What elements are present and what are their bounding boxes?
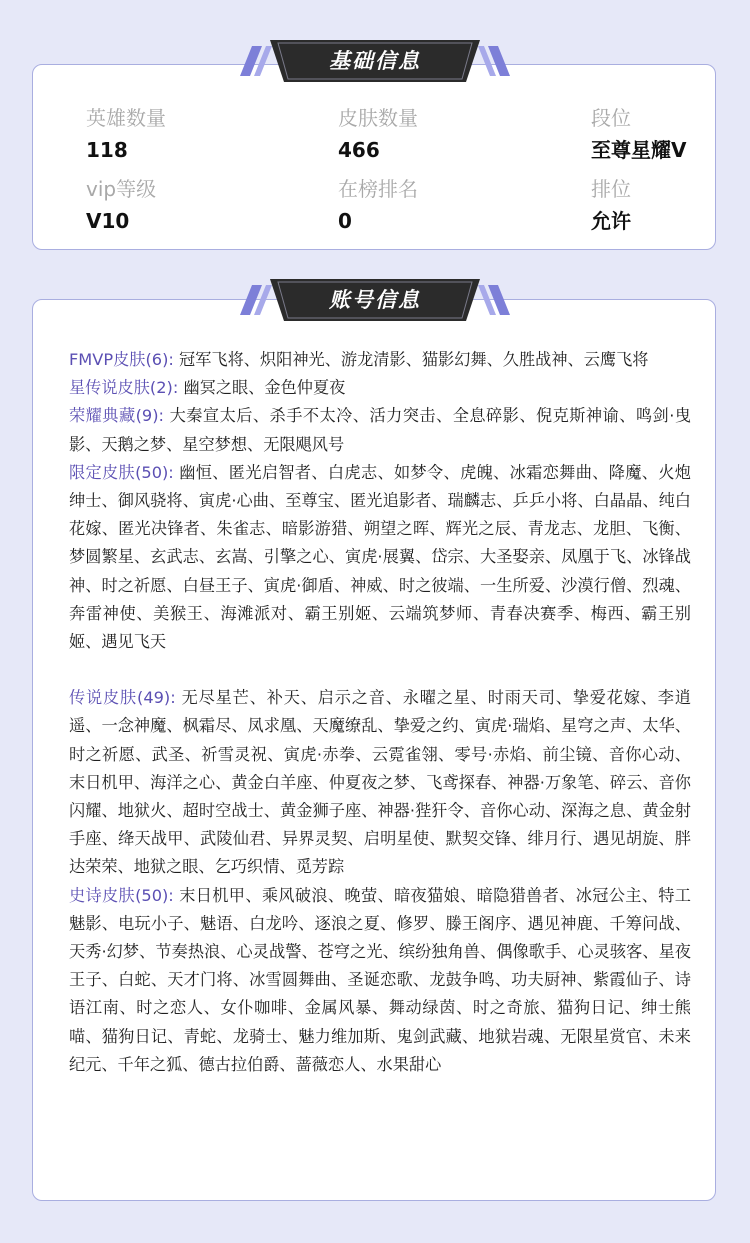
basic-info-banner: [0, 38, 750, 84]
stat-value: 至尊星耀V: [591, 138, 687, 162]
category-label: 星传说皮肤(2):: [69, 378, 179, 398]
category-items: 幽冥之眼、金色仲夏夜: [183, 378, 346, 398]
section-gap: [69, 656, 691, 684]
stat-leaderboard-rank: [338, 176, 538, 234]
category-label: 传说皮肤(49):: [69, 688, 176, 708]
stat-label: 排位: [591, 177, 631, 201]
stat-label: vip等级: [86, 177, 157, 201]
skin-category-limited: [69, 459, 691, 656]
stat-value: V10: [86, 209, 130, 233]
skin-category-fmvp: [69, 346, 691, 374]
account-info-card: [32, 299, 716, 1201]
stat-label: 皮肤数量: [338, 106, 418, 130]
stat-label: 在榜排名: [338, 177, 418, 201]
category-items: 无尽星芒、补天、启示之音、永曜之星、时雨天司、挚爱花嫁、李逍遥、一念神魔、枫霜尽、凤求凰、天魔缭乱、挚爱之约、寅虎·瑞焰、星穹之声、太华、时之祈愿、武圣、祈雪灵祝、寅虎·赤拳、云霓雀翎、零号·赤焰、前尘镜、音你心动、末日机甲、海洋之心、黄金白羊座、仲夏夜之梦、飞鸢探春、神器·万象笔、碎云、音你闪耀、地狱火、超时空战士、黄金狮子座、神器·狴犴令、音你心动、深海之息、黄金射手座、绛天战甲、武陵仙君、异界灵契、启明星使、默契交锋、绯月行、遇见胡旋、胖达荣荣、地狱之眼、乞巧织情、觅芳踪: [69, 688, 691, 877]
stat-ranked-allowed: [591, 176, 750, 234]
stat-value: 允许: [591, 209, 631, 233]
category-label: 荣耀典藏(9):: [69, 406, 164, 426]
category-label: 史诗皮肤(50):: [69, 885, 174, 905]
skin-category-star-legend: [69, 374, 691, 402]
category-items: 大秦宣太后、杀手不太冷、活力突击、全息碎影、倪克斯神谕、鸣剑·曳影、天鹅之梦、星空梦想、无限飓风号: [69, 406, 691, 454]
stat-rank-tier: [591, 105, 750, 163]
skin-category-epic: [69, 882, 691, 1079]
category-items: 末日机甲、乘风破浪、晚萤、暗夜猫娘、暗隐猎兽者、冰冠公主、特工魅影、电玩小子、魅语、白龙吟、逐浪之夏、修罗、滕王阁序、遇见神鹿、千筹问战、天秀·幻梦、节奏热浪、心灵战警、苍穹之光、缤纷独角兽、偶像歌手、心灵骇客、星夜王子、白蛇、天才门将、冰雪圆舞曲、圣诞恋歌、龙鼓争鸣、功夫厨神、紫霞仙子、诗语江南、时之恋人、女仆咖啡、金属风暴、舞动绿茵、时之奇旅、猫狗日记、绅士熊喵、猫狗日记、青蛇、龙骑士、魅力维加斯、鬼剑武藏、地狱岩魂、无限星赏官、未来纪元、千年之狐、德古拉伯爵、蔷薇恋人、水果甜心: [69, 885, 691, 1074]
stat-label: 英雄数量: [86, 106, 166, 130]
basic-info-card: [32, 64, 716, 250]
category-items: 冠军飞将、炽阳神光、游龙清影、猫影幻舞、久胜战神、云鹰飞将: [179, 350, 649, 369]
skin-category-glory-collection: [69, 402, 691, 458]
stat-value: 0: [338, 209, 352, 233]
category-items: 幽恒、匿光启智者、白虎志、如梦令、虎魄、冰霜恋舞曲、降魔、火炮绅士、御风骁将、寅虎·心曲、至尊宝、匿光追影者、瑞麟志、乒乒小将、白晶晶、纯白花嫁、匿光决锋者、朱雀志、暗影游猎、朔望之晖、辉光之辰、青龙志、龙胆、飞衡、梦圆繁星、玄武志、玄嵩、引擎之心、寅虎·展翼、岱宗、大圣娶亲、凤凰于飞、冰锋战神、时之祈愿、白昼王子、寅虎·御盾、神威、时之彼端、一生所爱、沙漠行僧、烈魂、奔雷神使、美猴王、海滩派对、霸王别姬、云端筑梦师、青春决赛季、梅西、霸王别姬、遇见飞天: [69, 462, 691, 652]
section-title: 基础信息: [329, 49, 421, 73]
skin-list: [69, 346, 691, 1079]
account-info-banner: [0, 277, 750, 323]
category-label: 限定皮肤(50):: [69, 462, 174, 482]
stat-skin-count: [338, 105, 538, 163]
section-title: 账号信息: [329, 288, 421, 312]
stat-value: 118: [86, 138, 128, 162]
stat-vip-level: [86, 176, 286, 234]
stat-hero-count: [86, 105, 286, 163]
stat-label: 段位: [591, 106, 631, 130]
stat-value: 466: [338, 138, 380, 162]
category-label: FMVP皮肤(6):: [69, 350, 174, 369]
skin-category-legend: [69, 684, 691, 881]
